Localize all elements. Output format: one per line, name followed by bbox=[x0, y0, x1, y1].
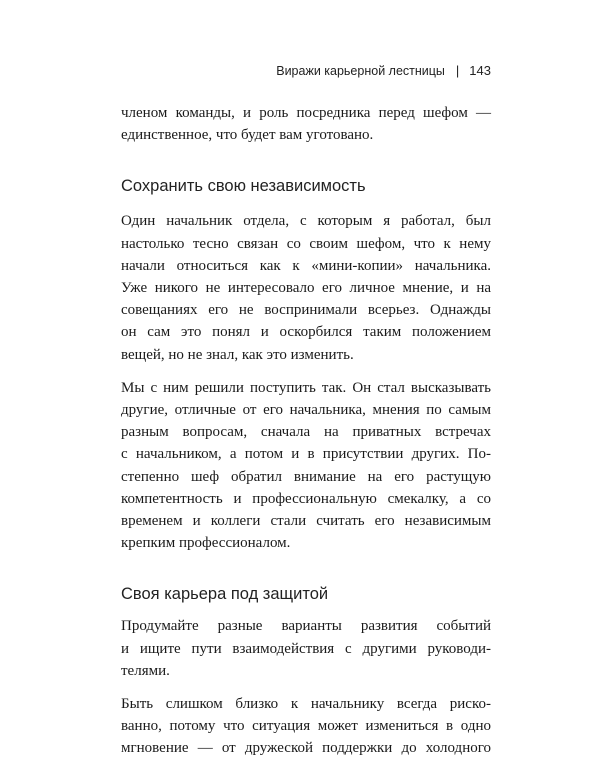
page-number: 143 bbox=[469, 63, 491, 78]
text-line: телями. bbox=[121, 662, 170, 679]
paragraph bbox=[121, 615, 491, 682]
text-line: Мы с ним решили поступить так. Он стал высказывать bbox=[121, 379, 491, 396]
text-line: компетентность и профессиональную смекалку, а со bbox=[121, 490, 491, 507]
intro-paragraph bbox=[121, 102, 491, 146]
section-heading: Своя карьера под защитой bbox=[121, 585, 329, 604]
text-line: вещей, но не знал, как это изменить. bbox=[121, 346, 354, 363]
running-header-separator: | bbox=[455, 63, 460, 78]
text-line: разным вопросам, сначала на приватных встречах bbox=[121, 424, 491, 441]
paragraph bbox=[121, 210, 491, 365]
text-line: членом команды, и роль посредника перед шефом — bbox=[121, 105, 491, 121]
page-body bbox=[121, 102, 491, 760]
text-line: настолько тесно связан со своим шефом, что к нему bbox=[121, 235, 491, 252]
text-line: начали относиться как к «мини-копии» начальника. bbox=[121, 257, 491, 274]
text-line: временем и коллеги стали считать его независимым bbox=[121, 513, 491, 530]
text-line: другие, отличные от его начальника, мнения по самым bbox=[121, 402, 491, 419]
text-line: единственное, что будет вам уготовано. bbox=[121, 127, 374, 144]
text-line: мгновение — от дружеской поддержки до холодного bbox=[121, 740, 491, 757]
text-line: он сам это понял и оскорбился таким положением bbox=[121, 324, 491, 341]
text-line: Уже никого не интересовало его личное мнение, и на bbox=[121, 280, 491, 297]
text-line: крепким профессионалом. bbox=[121, 535, 291, 552]
text-line: Продумайте разные варианты развития событий bbox=[121, 618, 491, 635]
text-line: с начальником, а потом и в присутствии других. По- bbox=[121, 446, 491, 463]
text-line: степенно шеф обратил внимание на его растущую bbox=[121, 468, 491, 485]
paragraph bbox=[121, 377, 491, 555]
text-line: Быть слишком близко к начальнику всегда риско- bbox=[121, 696, 491, 713]
running-header bbox=[276, 63, 491, 78]
text-line: совещаниях его не воспринимали всерьез. Однажды bbox=[121, 302, 491, 319]
text-line: Один начальник отдела, с которым я работал, был bbox=[121, 213, 491, 230]
section-heading: Сохранить свою независимость bbox=[121, 177, 366, 196]
text-line: ванно, потому что ситуация может измениться в одно bbox=[121, 718, 491, 735]
text-line: и ищите пути взаимодействия с другими руководи- bbox=[121, 640, 491, 657]
running-header-title: Виражи карьерной лестницы bbox=[276, 63, 445, 78]
